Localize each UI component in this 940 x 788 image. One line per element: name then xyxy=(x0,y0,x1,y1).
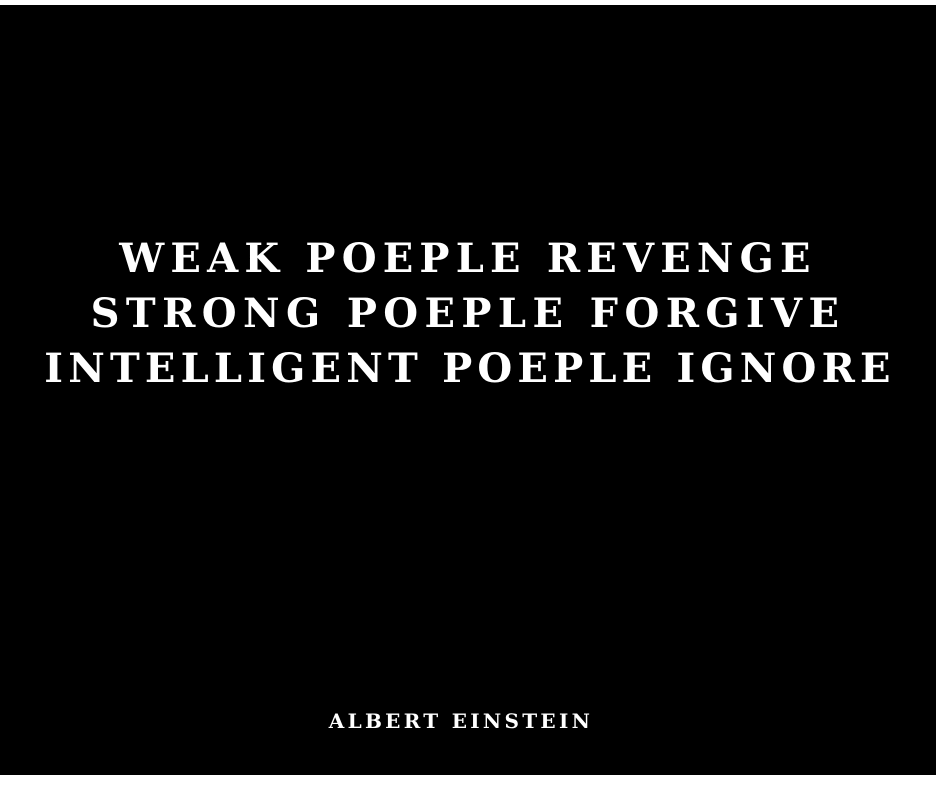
quote-line-3: INTELLIGENT POEPLE IGNORE xyxy=(44,345,896,392)
quote-card xyxy=(0,5,936,775)
quote-author: ALBERT EINSTEIN xyxy=(328,709,594,733)
quote-line-1: WEAK POEPLE REVENGE xyxy=(119,235,817,282)
quote-line-2: STRONG POEPLE FORGIVE xyxy=(90,290,846,337)
